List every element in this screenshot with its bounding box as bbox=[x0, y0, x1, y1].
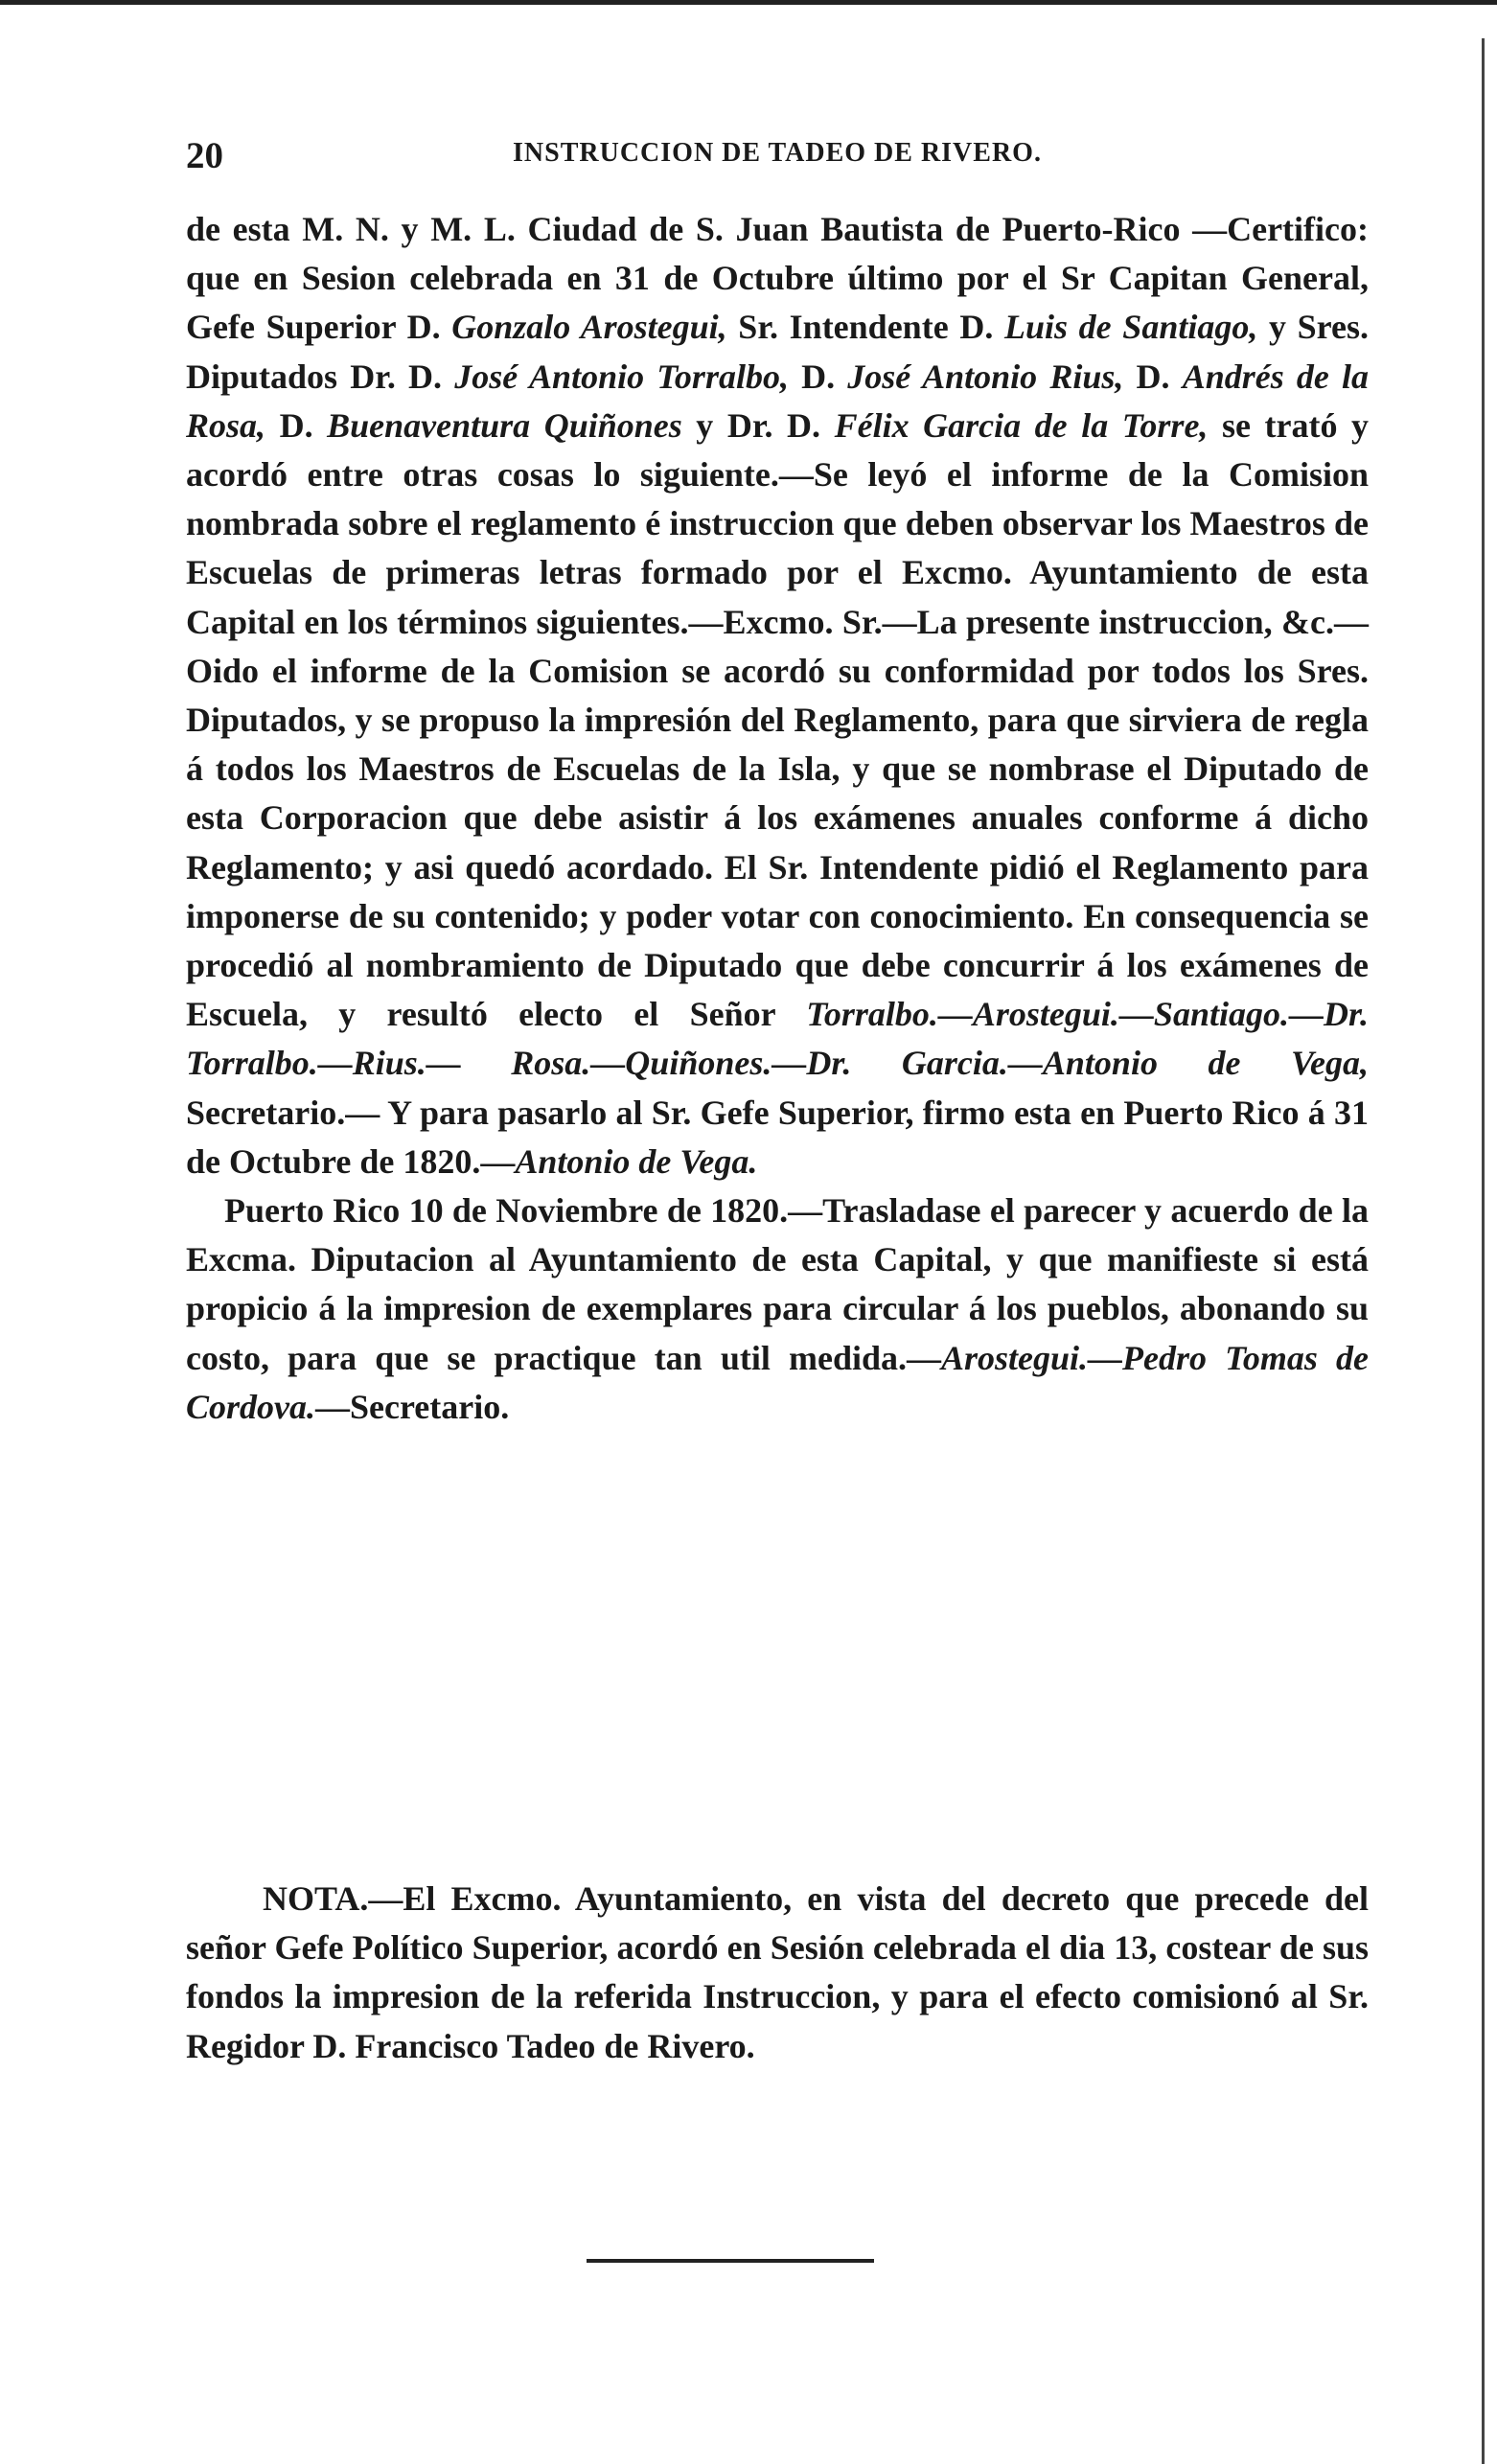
text-run: Puerto Rico 10 de Noviembre de 1820.—Trasladase el parecer y acuerdo de la Excma. Diputacion al Ayuntamiento de esta Capital, y que manifieste si está propicio á la impresion de exemplares para circular á los pueblos, abonando su costo, para que se practique tan util medida.— bbox=[186, 1191, 1369, 1377]
body-text bbox=[186, 205, 1369, 1432]
italic-name-run: Gonzalo Arostegui, bbox=[451, 308, 727, 347]
italic-name-run: Torralbo.—Arostegui.—Santiago.—Dr. Torralbo.—Rius.— Rosa.—Quiñones.—Dr. Garcia.—Antonio de Vega, bbox=[186, 995, 1369, 1083]
running-head: INSTRUCCION DE TADEO DE RIVERO. bbox=[513, 138, 1042, 168]
text-run: D. bbox=[1123, 357, 1183, 396]
right-edge-rule bbox=[1482, 38, 1485, 2464]
text-run: se trató y acordó entre otras cosas lo siguiente.—Se leyó el informe de la Comision nombrada sobre el reglamento é instruccion que deben observar los Maestros de Escuelas de primeras letras formado por el Excmo. Ayuntamiento de esta Capital en los términos siguientes.—Excmo. Sr.—La presente instruccion, &c.— Oido el informe de la Comision se acordó su conformidad por todos los Sres. Diputados, y se propuso la impresión del Reglamento, para que sirviera de regla á todos los Maestros de Escuelas de la Isla, y que se nombrase el Diputado de esta Corporacion que debe asistir á los exámenes anuales conforme á dicho Reglamento; y asi quedó acordado. El Sr. Intendente pidió el Reglamento para imponerse de su contenido; y poder votar con conocimiento. En consequencia se procedió al nombramiento de Diputado que debe concurrir á los exámenes de Escuela, y resultó electo el Señor bbox=[186, 405, 1369, 1034]
page-number: 20 bbox=[186, 135, 223, 176]
text-run: D. bbox=[788, 357, 848, 396]
text-run: de esta M. N. y M. L. Ciudad de S. Juan Bautista de Puerto-Rico —Certifico: que en Sesion celebrada en 31 de Octubre último por el Sr Capitan General, Gefe Superior D. bbox=[186, 210, 1369, 347]
italic-name-run: Luis de Santiago, bbox=[1003, 308, 1258, 347]
italic-name-run: Andrés de la Rosa, bbox=[186, 357, 1370, 445]
end-rule bbox=[587, 2259, 874, 2263]
text-run: —Secretario. bbox=[315, 1387, 510, 1426]
paragraph-traslado bbox=[186, 1186, 1369, 1432]
text-run: Secretario.— Y para pasarlo al Sr. Gefe Superior, firmo esta en Puerto Rico á 31 de Octubre de 1820.— bbox=[186, 1093, 1369, 1181]
italic-name-run: Antonio de Vega. bbox=[515, 1141, 758, 1181]
italic-name-run: José Antonio Rius, bbox=[847, 357, 1124, 396]
text-run: D. bbox=[265, 405, 328, 445]
nota-block bbox=[186, 1840, 1369, 2106]
italic-name-run: Buenaventura Quiñones bbox=[327, 405, 682, 445]
text-run: y Dr. D. bbox=[681, 405, 835, 445]
italic-name-run: José Antonio Torralbo, bbox=[454, 357, 789, 396]
paragraph-certificate bbox=[186, 205, 1369, 1186]
text-run: y Sres. Diputados Dr. D. bbox=[186, 308, 1369, 396]
page-header bbox=[186, 115, 1369, 182]
italic-name-run: Félix Garcia de la Torre, bbox=[834, 405, 1209, 445]
nota-paragraph: NOTA.—El Excmo. Ayuntamiento, en vista del decreto que precede del señor Gefe Político Superior, acordó en Sesión celebrada el dia 13, costear de sus fondos la impresion de la referida Instruccion, y para el efecto comisionó al Sr. Regidor D. Francisco Tadeo de Rivero. bbox=[186, 1879, 1369, 2065]
italic-name-run: Arostegui.—Pedro Tomas de Cordova. bbox=[186, 1338, 1369, 1426]
top-border-rule bbox=[0, 0, 1497, 5]
text-run: Sr. Intendente D. bbox=[726, 308, 1004, 347]
page-content bbox=[186, 115, 1369, 1432]
